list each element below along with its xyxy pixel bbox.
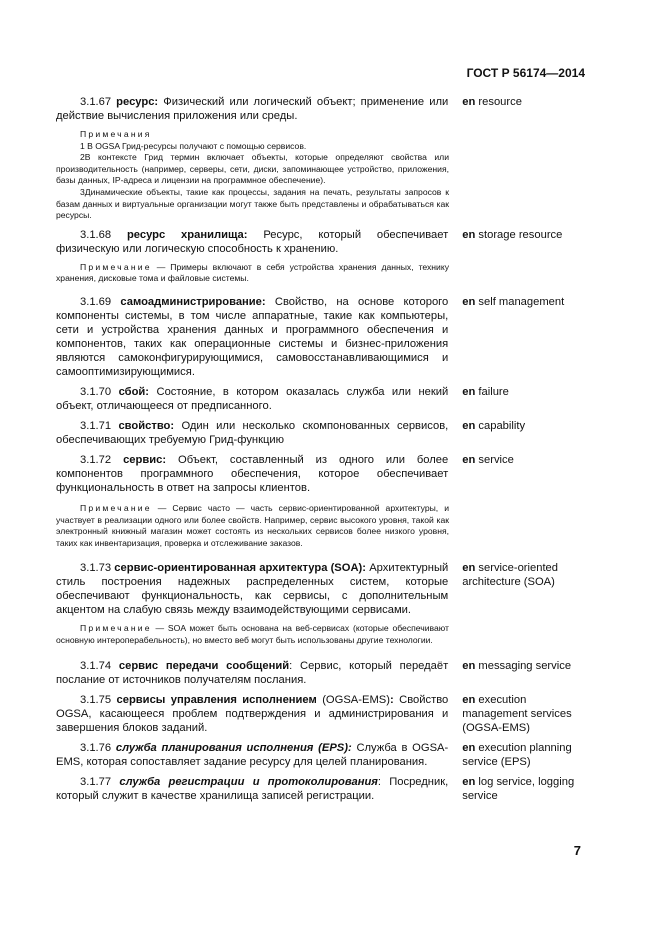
document-body (56, 95, 586, 809)
english-equivalent: en service (462, 453, 514, 466)
english-equivalent: en storage resource (462, 228, 563, 241)
term-entry (56, 95, 586, 123)
note-text: Примечание — Сервис часто — часть сервис-ориентированной архитектуры, и участвует в реализации одного или более свойств. Например, сервис высокого уровня, такой как электронный книжный магазин может состоять из нескольких сервисов более низкого уровня, таких как инвентаризация, проверка и отслеживание заказов. (56, 502, 449, 548)
term-name: ресурс: (116, 96, 159, 108)
term-name: самоадминистрирование: (120, 295, 266, 308)
term-name: служба планирования исполнения (EPS): (115, 741, 352, 754)
english-equivalent: en execution management services (OGSA-EMS) (462, 693, 572, 734)
note-text: Примечание — Примеры включают в себя устройства хранения данных, технику хранения, дисковые тома и файловые системы. (56, 261, 449, 284)
entry-definition: 3.1.75 сервисы управления исполнением (OGSA-EMS): Свойство OGSA, касающееся проблем подтверждения и администрирования и завершения блоков заданий. (56, 693, 449, 734)
term-name: сервисы управления исполнением (116, 693, 317, 706)
note-block (56, 503, 449, 549)
term-name: ресурс хранилища: (126, 228, 248, 241)
term-entry (56, 659, 586, 687)
document-header: ГОСТ Р 56174—2014 (466, 66, 585, 80)
entry-definition: 3.1.77 служба регистрации и протоколирования: Посредник, который служит в качестве хранилища записей регистрации. (56, 775, 449, 802)
english-equivalent: en execution planning service (EPS) (462, 741, 572, 768)
english-equivalent: en messaging service (462, 659, 572, 672)
term-entry (56, 419, 586, 447)
english-equivalent: en resource (462, 96, 522, 108)
note-text: 2В контексте Грид термин включает объекты, которые определяют свойства или производительность (например, серверы, сети, диски, запоминающее устройство, приложения, базы данных, IP-адреса и лицензии на программное обеспечение). (56, 152, 449, 186)
entry-definition: 3.1.70 сбой: Состояние, в котором оказалась служба или некий объект, отличающееся от предписанного. (56, 385, 449, 412)
entry-definition: 3.1.76 служба планирования исполнения (EPS): Служба в OGSA-EMS, которая сопоставляет задание ресурсу для целей планирования. (56, 741, 449, 768)
term-name: служба регистрации и протоколирования (119, 775, 378, 788)
entry-definition: 3.1.71 свойство: Один или несколько скомпонованных сервисов, обеспечивающих требуемую Грид-функцию (56, 419, 449, 446)
english-equivalent: en failure (462, 385, 509, 398)
entry-definition: 3.1.68 ресурс хранилища: Ресурс, который обеспечивает физическую или логическую способность к хранению. (56, 228, 449, 255)
entry-definition: 3.1.69 самоадминистрирование: Свойство, на основе которого компоненты системы, в том числе аппаратные, такие как компьютеры, сети и устройства хранения данных и программного обеспечения и компонентов, таких как операционные системы и бизнес-приложения являются самоконфигурирующимися, самовосстанавливающимися и самооптимизирующимися. (56, 295, 449, 378)
term-entry (56, 295, 586, 379)
english-equivalent: en service-oriented architecture (SOA) (462, 562, 558, 589)
term-entry (56, 561, 586, 617)
note-text: Примечание — SOA может быть основана на веб-сервисах (которые обеспечивают основную интероперабельность), но вместо веб могут быть использованы другие технологии. (56, 623, 449, 645)
term-entry (56, 775, 586, 803)
english-equivalent: en log service, logging service (462, 775, 575, 802)
term-name: свойство: (118, 419, 175, 432)
entry-definition: 3.1.67 ресурс: Физический или логический объект; применение или действие вычисления приложения или среды. (56, 96, 449, 122)
term-entry (56, 741, 586, 769)
note-block (56, 129, 449, 222)
english-equivalent: en capability (462, 419, 526, 432)
note-text: 1 В OGSA Грид-ресурсы получают с помощью сервисов. (80, 140, 307, 151)
term-entry (56, 693, 586, 735)
entry-definition: 3.1.74 сервис передачи сообщений: Сервис, который передаёт послание от источников получателям послания. (56, 659, 449, 686)
entry-definition: 3.1.73 сервис-ориентированная архитектура (SOA): Архитектурный стиль построения надежных распределенных систем, которые обеспечивают функциональность, как сервисы, с дополнительным акцентом на слабую связь между взаимодействующими сервисами. (56, 562, 449, 617)
term-entry (56, 453, 586, 495)
term-entry (56, 228, 586, 256)
term-name: сервис: (123, 453, 167, 466)
entry-definition: 3.1.72 сервис: Объект, составленный из одного или более компонентов программного обеспечения, которое обеспечивает функциональность в ответ на запросы клиентов. (56, 453, 449, 494)
term-name: сервис-ориентированная архитектура (SOA): (114, 562, 367, 575)
note-text: 3Динамические объекты, такие как процессы, задания на печать, результаты запросов к базам данных и виртуальные организации могут также быть представлены и обрабатываться как ресурсы. (56, 186, 449, 221)
english-equivalent: en self management (462, 295, 565, 308)
note-block (56, 623, 449, 646)
term-name: сбой: (118, 385, 150, 398)
note-heading: Примечания (80, 129, 152, 139)
note-block (56, 262, 449, 285)
term-name: сервис передачи сообщений (118, 659, 290, 672)
term-entry (56, 385, 586, 413)
page-number: 7 (573, 843, 581, 858)
